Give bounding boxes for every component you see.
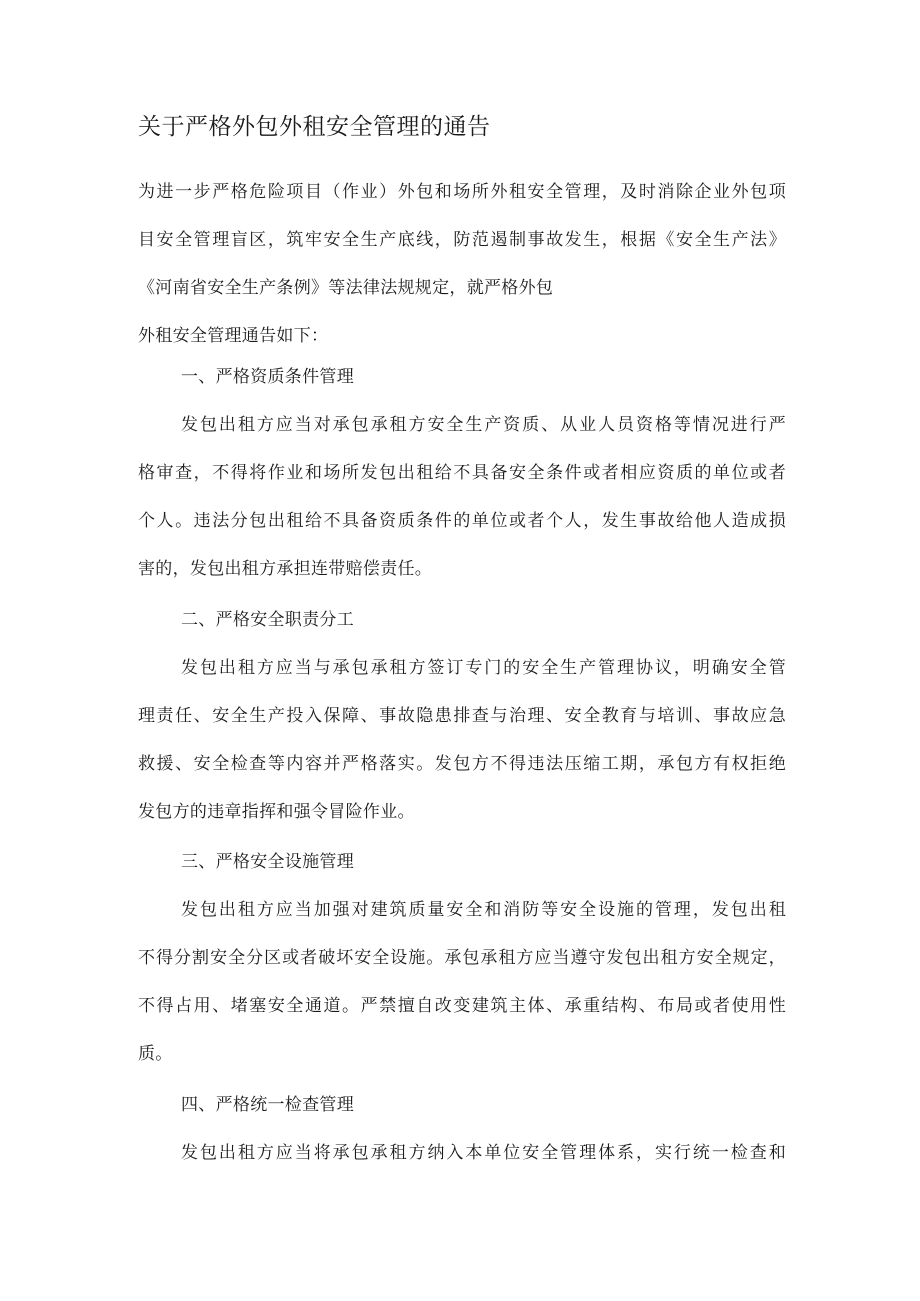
- section-line: 格审查，不得将作业和场所发包出租给不具备安全条件或者相应资质的单位或者: [138, 463, 786, 483]
- intro-line: 目安全管理盲区，筑牢安全生产底线，防范遏制事故发生，根据《安全生产法》: [138, 230, 786, 250]
- section-heading: 四、严格统一检查管理: [181, 1095, 354, 1115]
- section-line: 发包出租方应当将承包承租方纳入本单位安全管理体系，实行统一检查和: [181, 1143, 786, 1163]
- section-line: 理责任、安全生产投入保障、事故隐患排查与治理、安全教育与培训、事故应急: [138, 706, 786, 726]
- intro-line: 《河南省安全生产条例》等法律法规规定，就严格外包: [138, 278, 554, 298]
- section-3: [138, 838, 786, 1078]
- document-title: 关于严格外包外租安全管理的通告: [138, 114, 491, 140]
- section-heading: 二、严格安全职责分工: [181, 610, 354, 630]
- section-line: 发包出租方应当对承包承租方安全生产资质、从业人员资格等情况进行严: [181, 415, 786, 435]
- section-line: 质。: [138, 1044, 173, 1064]
- section-2: [138, 596, 786, 836]
- section-line: 发包方的违章指挥和强令冒险作业。: [138, 802, 415, 822]
- section-line: 不得占用、堵塞安全通道。严禁擅自改变建筑主体、承重结构、布局或者使用性: [138, 996, 786, 1016]
- section-line: 发包出租方应当与承包承租方签订专门的安全生产管理协议，明确安全管: [181, 658, 786, 678]
- intro-line: 为进一步严格危险项目（作业）外包和场所外租安全管理，及时消除企业外包项: [138, 182, 786, 202]
- section-line: 害的，发包出租方承担连带赔偿责任。: [138, 559, 433, 579]
- section-heading: 一、严格资质条件管理: [181, 367, 354, 387]
- section-line: 救援、安全检查等内容并严格落实。发包方不得违法压缩工期，承包方有权拒绝: [138, 754, 786, 774]
- section-heading: 三、严格安全设施管理: [181, 852, 354, 872]
- section-4: [138, 1081, 786, 1177]
- intro-line: 外租安全管理通告如下：: [138, 326, 329, 346]
- section-line: 个人。违法分包出租给不具备资质条件的单位或者个人，发生事故给他人造成损: [138, 511, 786, 531]
- intro-paragraph: [138, 168, 786, 360]
- section-line: 发包出租方应当加强对建筑质量安全和消防等安全设施的管理，发包出租: [181, 900, 786, 920]
- section-1: [138, 353, 786, 593]
- section-line: 不得分割安全分区或者破坏安全设施。承包承租方应当遵守发包出租方安全规定，: [138, 948, 786, 968]
